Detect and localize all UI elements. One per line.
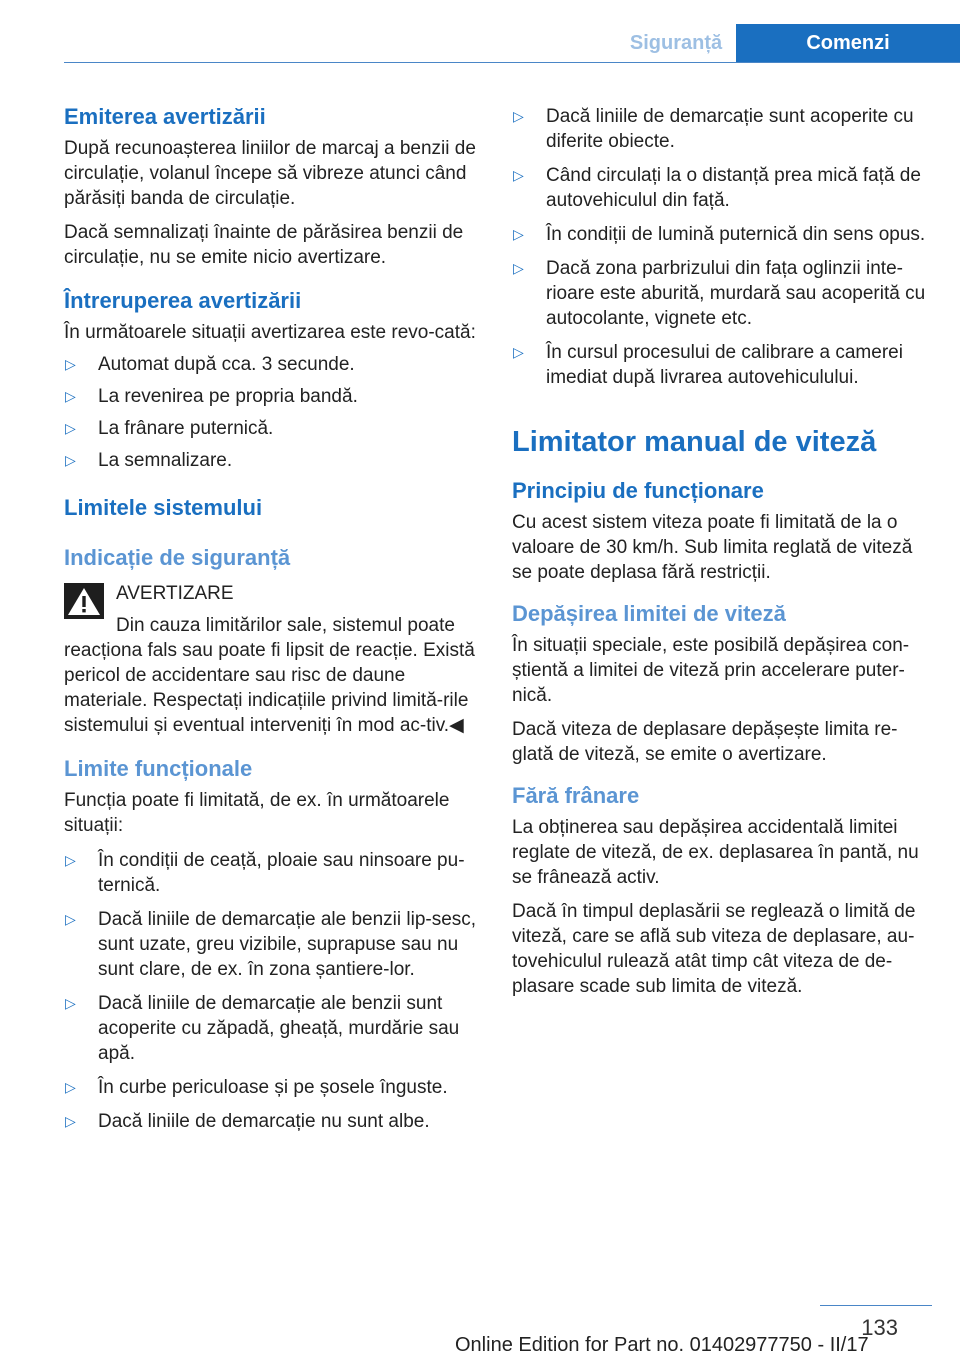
bullet-triangle-icon: ▷ — [65, 911, 76, 927]
list-intrerupere — [64, 352, 478, 473]
paragraph: La obținerea sau depășirea accidentală limitei reglate de viteză, de ex. deplasarea în pantă, nu se frânează activ. — [512, 817, 919, 888]
footer-divider — [820, 1305, 932, 1306]
bullet-triangle-icon: ▷ — [65, 1113, 76, 1129]
list-item: ▷ Dacă liniile de demarcație ale benzii lip-sesc, sunt uzate, greu vizibile, suprapuse sau nu sunt clare, de ex. în zona șantiere-lor. — [65, 909, 477, 980]
list-item: ▷ Dacă liniile de demarcație ale benzii sunt acoperite cu zăpadă, gheață, murdărie sau apă. — [65, 993, 460, 1064]
heading-depasirea-limitei-de-viteza: Depășirea limitei de viteză — [512, 601, 786, 626]
warning-title: AVERTIZARE — [116, 583, 234, 604]
paragraph: Dacă semnalizați înainte de părăsirea benzii de circulație, nu se emite nicio avertizare. — [64, 222, 464, 268]
list-item: ▷ Dacă liniile de demarcație sunt acoperite cu diferite obiecte. — [513, 106, 914, 152]
heading-limitator-manual-de-viteza: Limitator manual de viteză — [512, 426, 877, 458]
bullet-triangle-icon: ▷ — [513, 226, 524, 242]
paragraph: Cu acest sistem viteza poate fi limitată de la o valoare de 30 km/h. Sub limita reglată de viteză se poate deplasa fără restricții. — [512, 512, 913, 583]
bullet-triangle-icon: ▷ — [65, 388, 76, 404]
list-limite-functionale — [64, 848, 478, 1134]
paragraph: Dacă în timpul deplasării se reglează o limită de viteză, care se află sub viteza de deplasare, au-tovehiculul rulează atât timp cât viteza de de-plasare scade sub limita de viteză. — [512, 901, 916, 997]
warning-text: Din cauza limitărilor sale, sistemul poate reacționa fals sau poate fi lipsit de reacție. Există pericol de accidentare sau risc de daune materiale. Respectați indicațiile privind limită-rile sistemului și eventual interveniți în mod ac-tiv.◀ — [64, 615, 475, 736]
bullet-triangle-icon: ▷ — [513, 344, 524, 360]
paragraph: Funcția poate fi limitată, de ex. în următoarele situații: — [64, 790, 450, 836]
paragraph: În următoarele situații avertizarea este revo-cată: — [64, 322, 476, 343]
right-column — [512, 100, 928, 999]
list-item: ▷ La revenirea pe propria bandă. — [65, 386, 358, 407]
list-item: ▷ Dacă liniile de demarcație nu sunt albe. — [65, 1111, 430, 1132]
list-item: ▷ În curbe periculoase și pe șosele înguste. — [65, 1077, 448, 1098]
section-tab-comenzi: Comenzi — [736, 24, 960, 62]
bullet-triangle-icon: ▷ — [65, 852, 76, 868]
warning-triangle-icon — [64, 583, 104, 619]
list-item: ▷ În cursul procesului de calibrare a camerei imediat după livrarea autovehiculului. — [513, 342, 903, 388]
bullet-triangle-icon: ▷ — [513, 108, 524, 124]
paragraph: După recunoașterea liniilor de marcaj a benzii de circulație, volanul începe să vibreze atunci când părăsiți banda de circulație. — [64, 138, 476, 209]
left-column — [64, 100, 478, 1134]
list-limite-continuare — [512, 104, 928, 390]
page-number: 133 — [861, 1315, 898, 1340]
paragraph: Dacă viteza de deplasare depășește limita re-glată de viteză, se emite o avertizare. — [512, 719, 898, 765]
list-item: ▷ Când circulați la o distanță prea mică față de autovehiculul din față. — [513, 165, 921, 211]
section-tab-siguranta: Siguranță — [629, 32, 723, 54]
footer-edition-text: Online Edition for Part no. 01402977750 - II/17 — [455, 1334, 869, 1356]
paragraph: În situații speciale, este posibilă depășirea con-știentă a limitei de viteză prin accelerare puter-nică. — [512, 635, 910, 706]
warning-block — [64, 581, 478, 738]
heading-intreruperea-avertizarii: Întreruperea avertizării — [64, 288, 302, 313]
list-item: ▷ La semnalizare. — [65, 450, 233, 471]
list-item: ▷ În condiții de ceață, ploaie sau ninsoare pu-ternică. — [65, 850, 465, 896]
list-item: ▷ În condiții de lumină puternică din sens opus. — [513, 224, 926, 245]
heading-fara-franare: Fără frânare — [512, 783, 640, 808]
heading-principiu-de-functionare: Principiu de funcționare — [512, 478, 764, 503]
page-header — [64, 24, 960, 63]
bullet-triangle-icon: ▷ — [65, 995, 76, 1011]
bullet-triangle-icon: ▷ — [513, 167, 524, 183]
list-item: ▷ Automat după cca. 3 secunde. — [65, 354, 355, 375]
bullet-triangle-icon: ▷ — [65, 420, 76, 436]
heading-limitele-sistemului: Limitele sistemului — [64, 495, 263, 520]
heading-limite-functionale: Limite funcționale — [64, 756, 253, 781]
bullet-triangle-icon: ▷ — [513, 260, 524, 276]
bullet-triangle-icon: ▷ — [65, 1079, 76, 1095]
list-item: ▷ Dacă zona parbrizului din fața oglinzii inte-rioare este aburită, murdară sau acoperită cu autocolante, vignete etc. — [513, 258, 926, 329]
heading-indicatie-de-siguranta: Indicație de siguranță — [64, 545, 291, 570]
bullet-triangle-icon: ▷ — [65, 356, 76, 372]
heading-emiterea-avertizarii: Emiterea avertizării — [64, 104, 266, 129]
list-item: ▷ La frânare puternică. — [65, 418, 274, 439]
bullet-triangle-icon: ▷ — [65, 452, 76, 468]
